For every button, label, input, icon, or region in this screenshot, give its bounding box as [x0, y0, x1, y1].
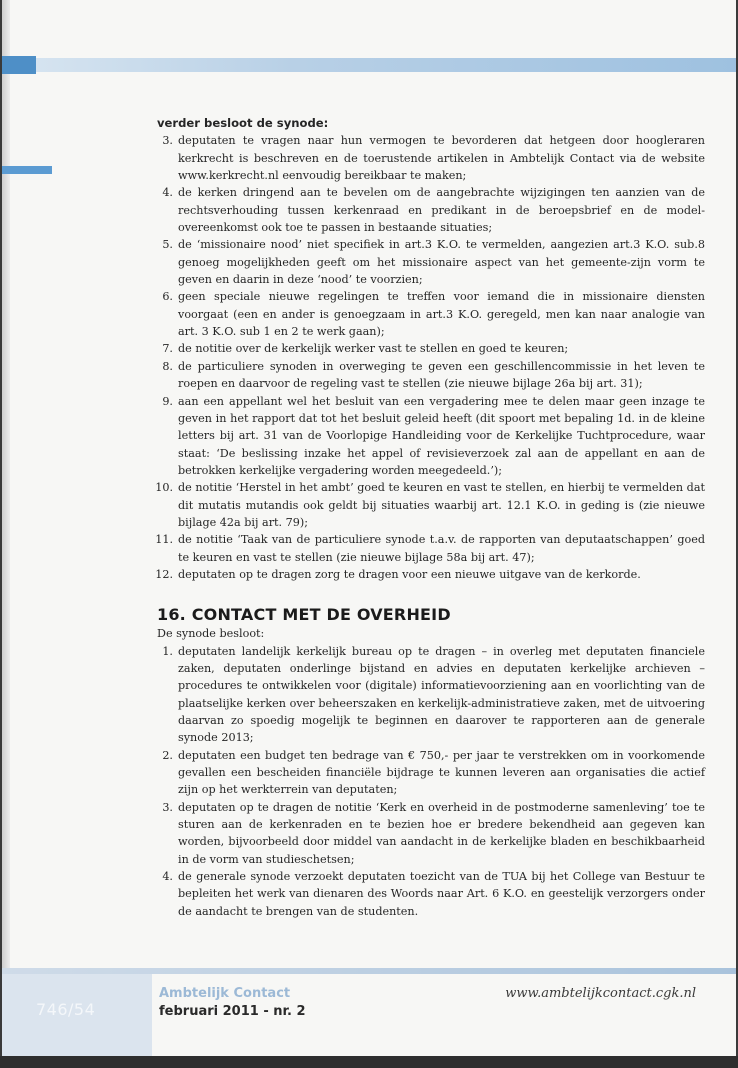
list-item-text: deputaten op te dragen zorg te dragen voor een nieuwe uitgave van de kerkorde.: [178, 567, 641, 581]
list-item: [157, 531, 705, 566]
list-item-number: 2.: [162, 748, 173, 762]
list-item: [157, 747, 705, 799]
list-item-number: 9.: [162, 394, 173, 408]
main-text: [157, 115, 705, 920]
list-item-text: de notitie ‘Taak van de particuliere synode t.a.v. de rapporten van deputaatschappen’ goed te keuren en vast te stellen (zie nieuwe bijlage 58a bij art. 47);: [178, 533, 705, 564]
list-item-number: 3.: [162, 800, 173, 814]
list-item-number: 10.: [155, 481, 173, 495]
list-item: [157, 479, 705, 531]
list-item-text: de notitie over de kerkelijk werker vast te stellen en goed te keuren;: [178, 342, 569, 356]
header-color-band: [2, 58, 736, 72]
list-item-text: deputaten een budget ten bedrage van € 750,- per jaar te verstrekken om in voorkomende gevallen een bescheiden financiële bijdrage te kunnen leveren aan organisaties die actief zijn op het werkterrein van deputaten;: [178, 748, 705, 797]
list-item: [157, 236, 705, 288]
list-item-text: de particuliere synoden in overweging te geven een geschillencommissie in het leven te roepen en daarvoor de regeling vast te stellen (zie nieuwe bijlage 26a bij art. 31);: [178, 359, 705, 391]
intro-line: verder besloot de synode:: [157, 116, 329, 130]
list-item-number: 3.: [162, 134, 173, 148]
list-item: [157, 393, 705, 480]
section-heading: 16. CONTACT MET DE OVERHEID: [157, 605, 451, 625]
publication-name: Ambtelijk Contact: [159, 986, 291, 1001]
header-band-tab: [2, 56, 36, 74]
list-item-text: de kerken dringend aan te bevelen om de aangebrachte wijzigingen ten aanzien van de rechtsverhouding tussen kerkenraad en predikant in de beroepsbrief en de model-overeenkomst ook toe te passen in bestaande situaties;: [178, 186, 705, 235]
section-lead: De synode besloot:: [157, 627, 265, 641]
list-item-number: 4.: [162, 186, 173, 200]
list-item: [157, 566, 705, 583]
list-item: [157, 799, 705, 868]
list-item: [157, 340, 705, 357]
publication-website: www.ambtelijkcontact.cgk.nl: [505, 986, 696, 1001]
list-item-number: 11.: [155, 533, 173, 547]
document-page: [2, 0, 736, 1056]
list-item: [157, 288, 705, 340]
list-item-number: 7.: [162, 342, 173, 356]
page-binding-edge: [2, 0, 10, 1056]
list-item-text: geen speciale nieuwe regelingen te treffen voor iemand die in missionaire diensten voorgaat (een en ander is genoegzaam in art.3 K.O. geregeld, men kan naar analogie van art. 3 K.O. sub 1 en 2 te werk gaan);: [178, 290, 705, 339]
list-item-text: deputaten landelijk kerkelijk bureau op te dragen – in overleg met deputaten financiele zaken, deputaten onderlinge bijstand en advies en deputaten kerkelijke archieven – procedures te ontwikkelen voor (digitale) informatievoorziening aan en voorlichting van de plaatselijke kerken over beheerszaken en kerkelijk-administratieve zaken, met de uitvoering daarvan zo spoedig mogelijk te beginnen en daarover te rapporteren aan de generale synode 2013;: [178, 644, 705, 745]
list-item: [157, 184, 705, 236]
list-item-text: deputaten op te dragen de notitie ‘Kerk en overheid in de postmoderne samenleving’ toe te sturen aan de kerkenraden en te bezien hoe er bredere bekendheid aan gegeven kan worden, bijvoorbeeld door middel van aandacht in de kerkelijke bladen en beschikbaarheid in de vorm van studieschetsen;: [178, 800, 705, 866]
list-item: [157, 132, 705, 184]
list-item: [157, 643, 705, 747]
list-item-number: 8.: [162, 359, 173, 373]
list-item-number: 1.: [162, 644, 173, 658]
section-decision-list: [157, 643, 705, 921]
page-shadow: [0, 1056, 738, 1068]
list-item-text: deputaten te vragen naar hun vermogen te bevorderen dat hetgeen door hoogleraren kerkrecht is beschreven en de toerustende artikelen in Ambtelijk Contact via de website www.kerkrecht.nl eenvoudig bereikbaar te maken;: [178, 134, 705, 183]
list-item: [157, 868, 705, 920]
list-item-text: de generale synode verzoekt deputaten toezicht van de TUA bij het College van Bestuur te bepleiten het werk van dienaren des Woords naar Art. 6 K.O. en geestelijk verzorgers onder de aandacht te brengen van de studenten.: [178, 870, 705, 918]
publication-issue: februari 2011 - nr. 2: [159, 1004, 306, 1019]
list-item-number: 5.: [162, 238, 173, 252]
list-item-text: de ‘missionaire nood’ niet specifiek in art.3 K.O. te vermelden, aangezien art.3 K.O. sub.8 genoeg mogelijkheden geeft om het missionaire aspect van het gemeente-zijn vorm te geven en daarin in deze ‘nood’ te voorzien;: [178, 238, 705, 287]
side-color-tab: [2, 166, 52, 174]
list-item-text: aan een appellant wel het besluit van een vergadering mee te delen maar geen inzage te geven in het rapport dat tot het besluit geleid heeft (dit spoort met bepaling 1d. in de kleine letters bij art. 31 van de Voorlopige Handleiding voor de Kerkelijke Tuchtprocedure, waar staat: ‘De beslissing inzake het appel of revisieverzoek zal aan de appellant en aan de betrokken kerkelijke vergadering worden meegedeeld.’);: [178, 394, 705, 477]
list-item-number: 4.: [162, 870, 173, 884]
list-item: [157, 358, 705, 393]
page-number: 746/54: [36, 1000, 96, 1019]
list-item-text: de notitie ‘Herstel in het ambt’ goed te keuren en vast te stellen, en hierbij te vermelden dat dit mutatis mutandis ook geldt bij situaties waarbij art. 12.1 K.O. in geding is (zie nieuwe bijlage 42a bij art. 79);: [178, 481, 705, 529]
list-item-number: 12.: [155, 567, 173, 581]
list-item-number: 6.: [162, 290, 173, 304]
decision-list: [157, 132, 705, 583]
